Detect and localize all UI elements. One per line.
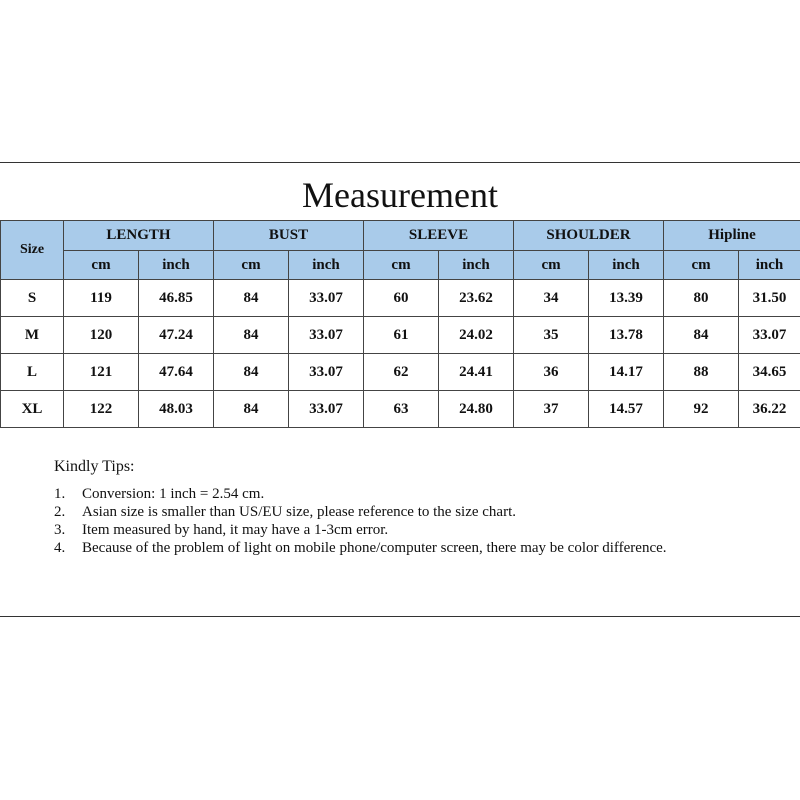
tips-section — [54, 458, 754, 557]
list-number: 2. — [54, 504, 66, 520]
size-cell: XL — [1, 391, 64, 428]
value-cell: 92 — [664, 391, 739, 428]
unit-header: inch — [289, 251, 364, 280]
list-number: 3. — [54, 522, 66, 538]
list-number: 1. — [54, 486, 66, 502]
value-cell: 84 — [214, 354, 289, 391]
value-cell: 84 — [664, 317, 739, 354]
value-cell: 35 — [514, 317, 589, 354]
measurement-panel — [0, 162, 800, 617]
value-cell: 63 — [364, 391, 439, 428]
value-cell: 36.22 — [739, 391, 800, 428]
value-cell: 62 — [364, 354, 439, 391]
table-row — [1, 391, 800, 428]
list-item — [54, 521, 754, 539]
list-item — [54, 485, 754, 503]
value-cell: 33.07 — [289, 317, 364, 354]
value-cell: 60 — [364, 280, 439, 317]
value-cell: 36 — [514, 354, 589, 391]
value-cell: 46.85 — [139, 280, 214, 317]
group-header-bust: BUST — [214, 221, 364, 251]
value-cell: 84 — [214, 317, 289, 354]
value-cell: 122 — [64, 391, 139, 428]
value-cell: 37 — [514, 391, 589, 428]
value-cell: 31.50 — [739, 280, 800, 317]
value-cell: 119 — [64, 280, 139, 317]
table-row — [1, 280, 800, 317]
tip-text: Conversion: 1 inch = 2.54 cm. — [82, 486, 265, 502]
size-cell: S — [1, 280, 64, 317]
list-item — [54, 539, 754, 557]
value-cell: 14.17 — [589, 354, 664, 391]
size-chart-table — [0, 220, 800, 428]
unit-header: inch — [589, 251, 664, 280]
list-item — [54, 503, 754, 521]
value-cell: 24.41 — [439, 354, 514, 391]
value-cell: 120 — [64, 317, 139, 354]
value-cell: 33.07 — [289, 354, 364, 391]
tips-list — [54, 485, 754, 557]
value-cell: 13.78 — [589, 317, 664, 354]
value-cell: 34.65 — [739, 354, 800, 391]
table-row — [1, 317, 800, 354]
value-cell: 13.39 — [589, 280, 664, 317]
unit-header: inch — [439, 251, 514, 280]
unit-header: inch — [739, 251, 800, 280]
value-cell: 47.64 — [139, 354, 214, 391]
value-cell: 33.07 — [289, 391, 364, 428]
value-cell: 61 — [364, 317, 439, 354]
value-cell: 33.07 — [739, 317, 800, 354]
value-cell: 84 — [214, 280, 289, 317]
tips-title: Kindly Tips: — [54, 458, 135, 475]
tip-text: Asian size is smaller than US/EU size, please reference to the size chart. — [82, 504, 516, 520]
unit-header: cm — [664, 251, 739, 280]
table-row — [1, 354, 800, 391]
unit-header: cm — [214, 251, 289, 280]
value-cell: 88 — [664, 354, 739, 391]
value-cell: 80 — [664, 280, 739, 317]
group-header-sleeve: SLEEVE — [364, 221, 514, 251]
page-title: Measurement — [302, 175, 498, 215]
value-cell: 47.24 — [139, 317, 214, 354]
value-cell: 84 — [214, 391, 289, 428]
size-column-header: Size — [1, 221, 64, 280]
value-cell: 24.02 — [439, 317, 514, 354]
size-cell: M — [1, 317, 64, 354]
group-header-length: LENGTH — [64, 221, 214, 251]
size-cell: L — [1, 354, 64, 391]
value-cell: 14.57 — [589, 391, 664, 428]
group-header-hipline: Hipline — [664, 221, 800, 251]
tip-text: Because of the problem of light on mobile phone/computer screen, there may be color difference. — [82, 540, 667, 556]
value-cell: 48.03 — [139, 391, 214, 428]
value-cell: 121 — [64, 354, 139, 391]
group-header-row — [1, 221, 800, 251]
list-number: 4. — [54, 540, 66, 556]
value-cell: 24.80 — [439, 391, 514, 428]
value-cell: 33.07 — [289, 280, 364, 317]
unit-header-row — [1, 251, 800, 280]
value-cell: 23.62 — [439, 280, 514, 317]
tip-text: Item measured by hand, it may have a 1-3cm error. — [82, 522, 389, 538]
value-cell: 34 — [514, 280, 589, 317]
unit-header: cm — [64, 251, 139, 280]
unit-header: cm — [514, 251, 589, 280]
unit-header: cm — [364, 251, 439, 280]
group-header-shoulder: SHOULDER — [514, 221, 664, 251]
unit-header: inch — [139, 251, 214, 280]
